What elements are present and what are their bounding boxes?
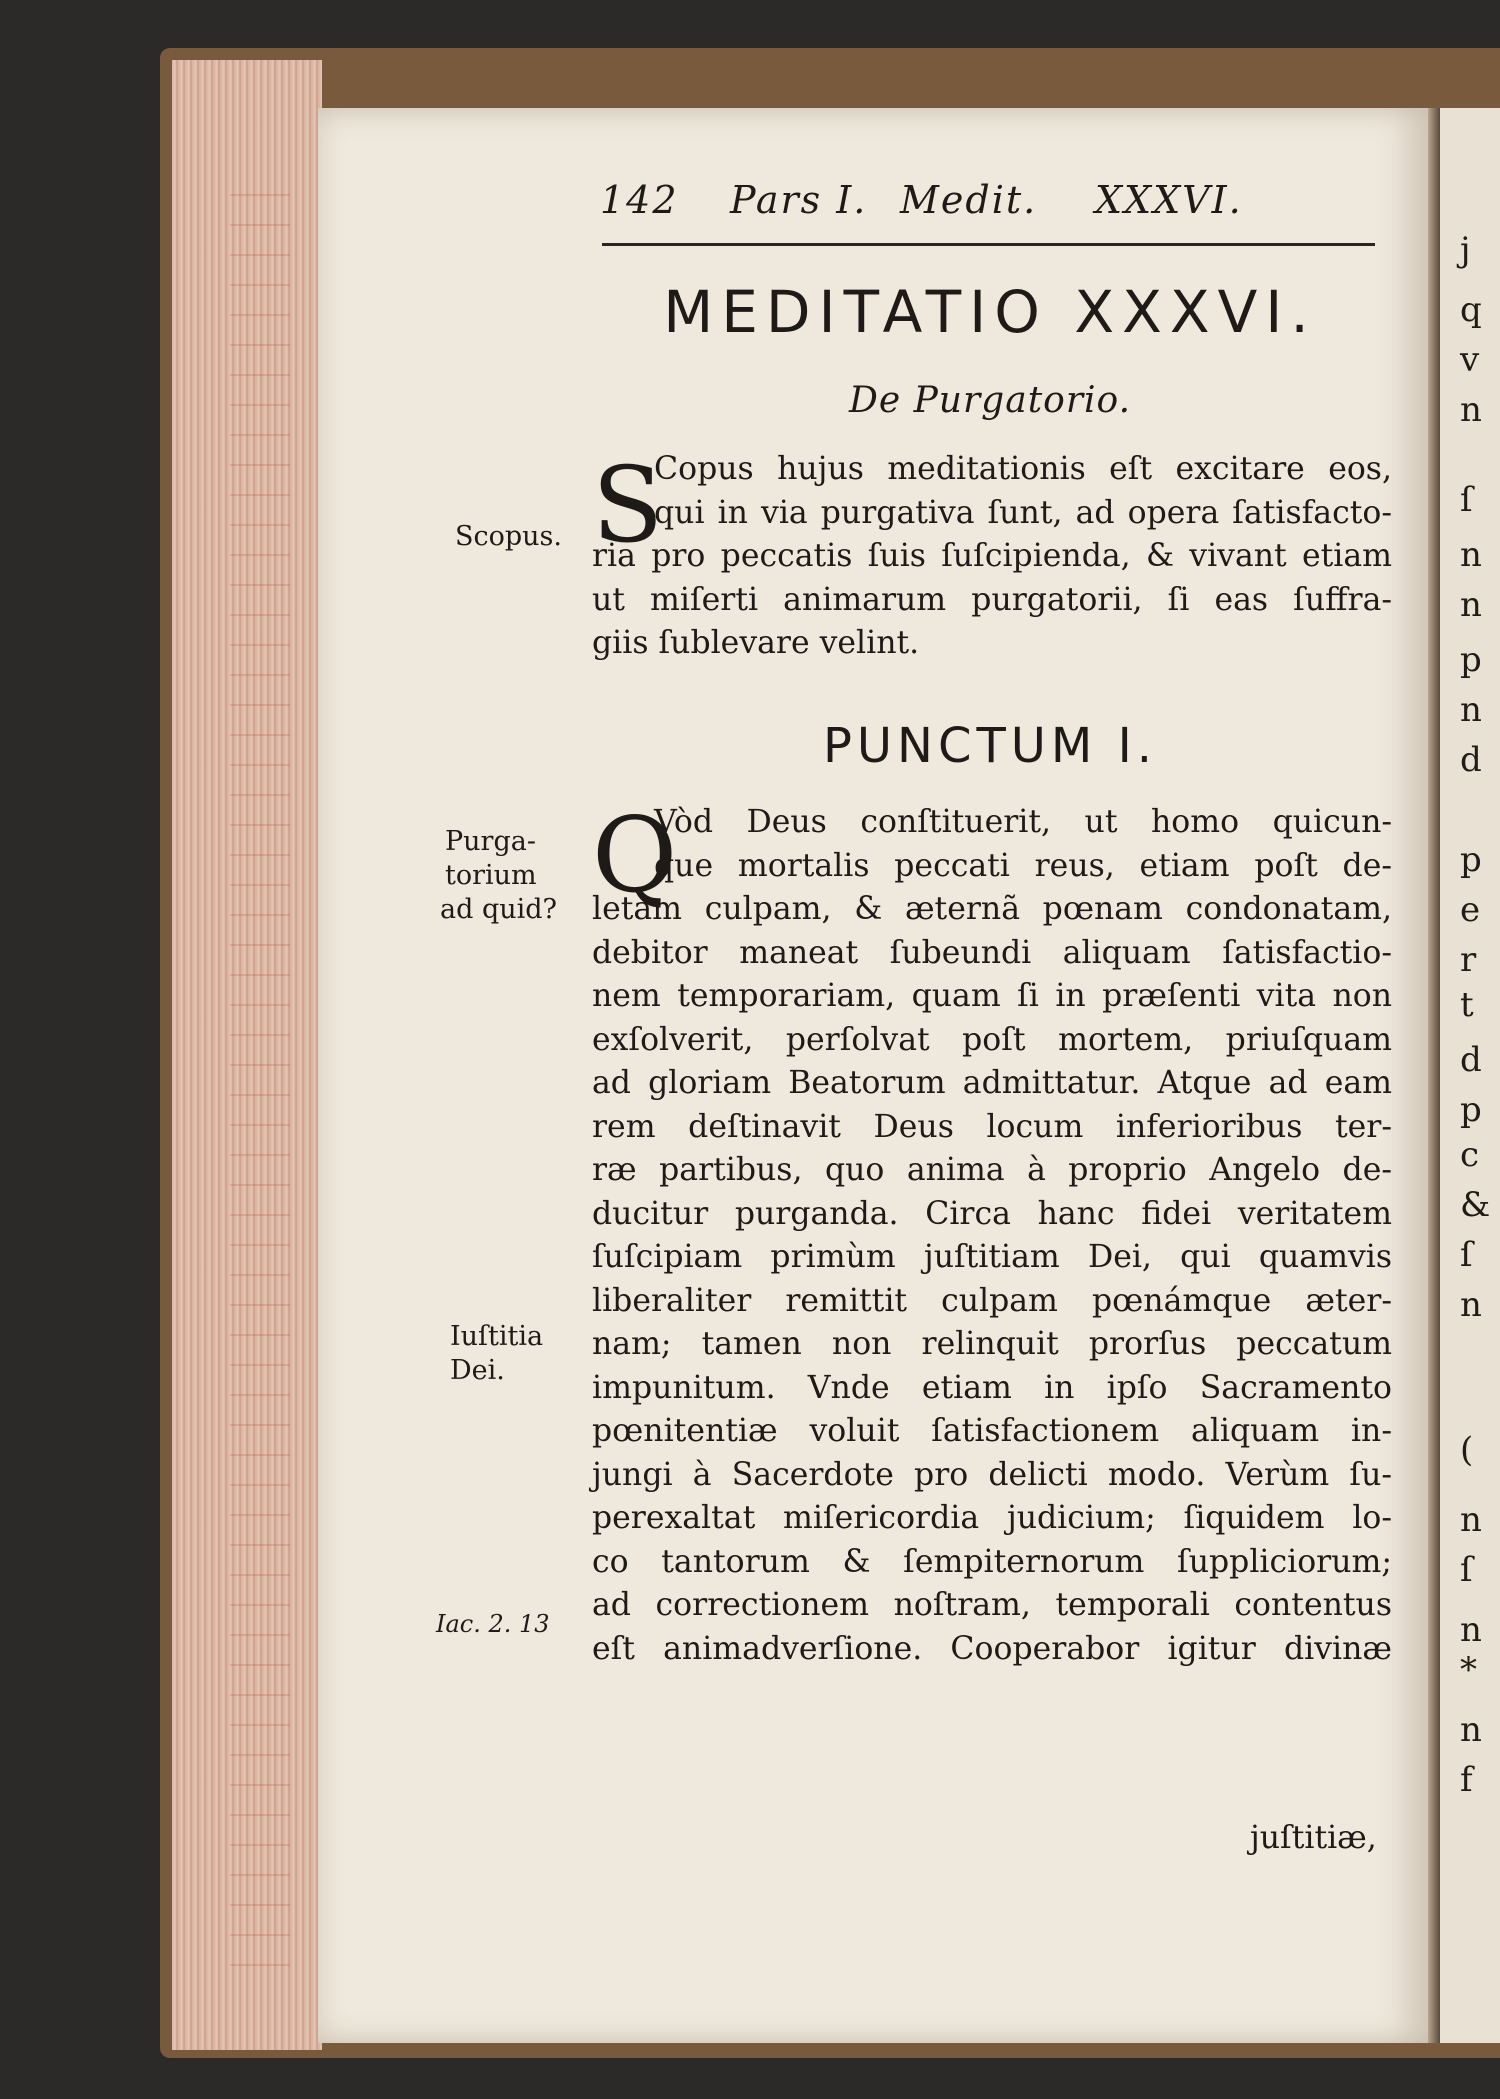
facing-page-letter: p	[1460, 840, 1482, 880]
facing-page-letter: d	[1460, 740, 1482, 780]
margin-note-line: ad quid?	[440, 894, 558, 925]
facing-page-letter: f	[1460, 1760, 1473, 1800]
running-head	[600, 178, 1380, 238]
facing-page-letter: q	[1460, 290, 1482, 330]
head-rule	[602, 243, 1375, 246]
facing-page-letter: n	[1460, 1610, 1482, 1650]
chapter-subtitle: De Purgatorio.	[848, 380, 1132, 421]
running-head-part: Pars I.	[730, 178, 868, 222]
facing-page-letter: n	[1460, 690, 1482, 730]
facing-page-letter: (	[1460, 1430, 1474, 1470]
point-line: nem temporariam, quam ſi in præſenti vita non	[592, 978, 1392, 1014]
margin-note-scopus: Scopus.	[455, 521, 562, 552]
point-line: eſt animadverſione. Cooperabor igitur divinæ	[592, 1630, 1392, 1667]
book-gutter	[1428, 108, 1440, 2043]
speckled-edge	[230, 180, 290, 1980]
facing-page-letter: &	[1460, 1185, 1491, 1225]
facing-page-letter: v	[1460, 340, 1480, 380]
chapter-title: MEDITATIO XXXVI.	[663, 278, 1317, 346]
facing-page-letter: p	[1460, 1090, 1482, 1130]
point-line: debitor maneat ſubeundi aliquam ſatisfactio-	[592, 934, 1392, 971]
point-line: pœnitentiæ voluit ſatisfactionem aliquam in-	[592, 1413, 1392, 1449]
margin-note-line: Purga-	[445, 826, 536, 857]
running-head-numeral: XXXVI.	[1095, 178, 1243, 222]
facing-page-letter: d	[1460, 1040, 1482, 1080]
punctum-heading: PUNCTUM I.	[822, 718, 1158, 774]
margin-note-line: Dei.	[450, 1355, 505, 1386]
point-line: letam culpam, & æternã pœnam condonatam,	[592, 891, 1392, 927]
point-line: Vòd Deus conſtituerit, ut homo quicun-	[654, 804, 1392, 840]
intro-drop-cap: S	[592, 444, 664, 566]
facing-page-letter: n	[1460, 1710, 1482, 1750]
point-line: impunitum. Vnde etiam in ipſo Sacramento	[592, 1369, 1392, 1406]
facing-page-letter: c	[1460, 1135, 1480, 1175]
margin-note-purgatorium	[440, 825, 615, 927]
facing-page-letter: n	[1460, 390, 1482, 430]
running-head-medit: Medit.	[900, 178, 1038, 222]
point-line: exſolverit, perſolvat poſt mortem, priuſquam	[592, 1021, 1392, 1058]
point-drop-cap: Q	[592, 794, 678, 916]
margin-note-iustitia	[450, 1320, 620, 1388]
point-line: ſuſcipiam primùm juſtitiam Dei, qui quamvis	[592, 1239, 1392, 1275]
facing-page-letter: j	[1460, 230, 1471, 270]
intro-line: Copus hujus meditationis eſt excitare eos,	[654, 451, 1392, 487]
facing-page-letter: ſ	[1460, 480, 1473, 520]
margin-note-line: Iuſtitia	[450, 1321, 544, 1352]
point-line: perexaltat miſericordia judicium; ſiquidem lo-	[592, 1500, 1392, 1536]
intro-line: ut miſerti animarum purgatorii, ſi eas ſuffra-	[592, 581, 1392, 618]
facing-page-letter: n	[1460, 1285, 1482, 1325]
facing-page-letter: t	[1460, 985, 1474, 1025]
point-line: ræ partibus, quo anima à proprio Angelo de-	[592, 1152, 1392, 1188]
intro-paragraph	[592, 444, 1392, 666]
intro-line: qui in via purgativa ſunt, ad opera ſatisfacto-	[654, 494, 1392, 531]
catchword: juſtitiæ,	[1250, 1820, 1377, 1856]
point-line: jungi à Sacerdote pro delicti modo. Verùm ſu-	[592, 1456, 1392, 1493]
point-line: liberaliter remittit culpam pœnámque æter-	[592, 1282, 1392, 1319]
point-line: ad gloriam Beatorum admittatur. Atque ad eam	[592, 1065, 1392, 1101]
page-number: 142	[600, 178, 679, 222]
facing-page	[1440, 108, 1500, 2043]
facing-page-letter: ſ	[1460, 1550, 1473, 1590]
point-line: rem deſtinavit Deus locum inferioribus ter-	[592, 1108, 1392, 1145]
point-line: nam; tamen non relinquit prorſus peccatum	[592, 1326, 1392, 1362]
point-line: ad correctionem noſtram, temporali contentus	[592, 1587, 1392, 1623]
margin-note-reference: Iac. 2. 13	[436, 1610, 550, 1638]
facing-page-letter: r	[1460, 940, 1477, 980]
margin-note-line: torium	[445, 860, 537, 891]
point-paragraph	[592, 794, 1392, 1671]
facing-page-letter: *	[1460, 1650, 1477, 1690]
facing-page-letter: n	[1460, 1500, 1482, 1540]
facing-page-letter: e	[1460, 890, 1481, 930]
intro-line: ria pro peccatis ſuis ſuſcipienda, & vivant etiam	[592, 538, 1392, 574]
facing-page-letter: ſ	[1460, 1235, 1473, 1275]
point-line: ducitur purganda. Circa hanc fidei veritatem	[592, 1195, 1392, 1232]
point-line: que mortalis peccati reus, etiam poſt de-	[654, 847, 1392, 884]
facing-page-letter: p	[1460, 640, 1482, 680]
facing-page-letter: n	[1460, 535, 1482, 575]
intro-line: giis ſublevare velint.	[592, 625, 920, 661]
point-line: co tantorum & ſempiternorum ſuppliciorum;	[592, 1543, 1392, 1580]
facing-page-letter: n	[1460, 585, 1482, 625]
